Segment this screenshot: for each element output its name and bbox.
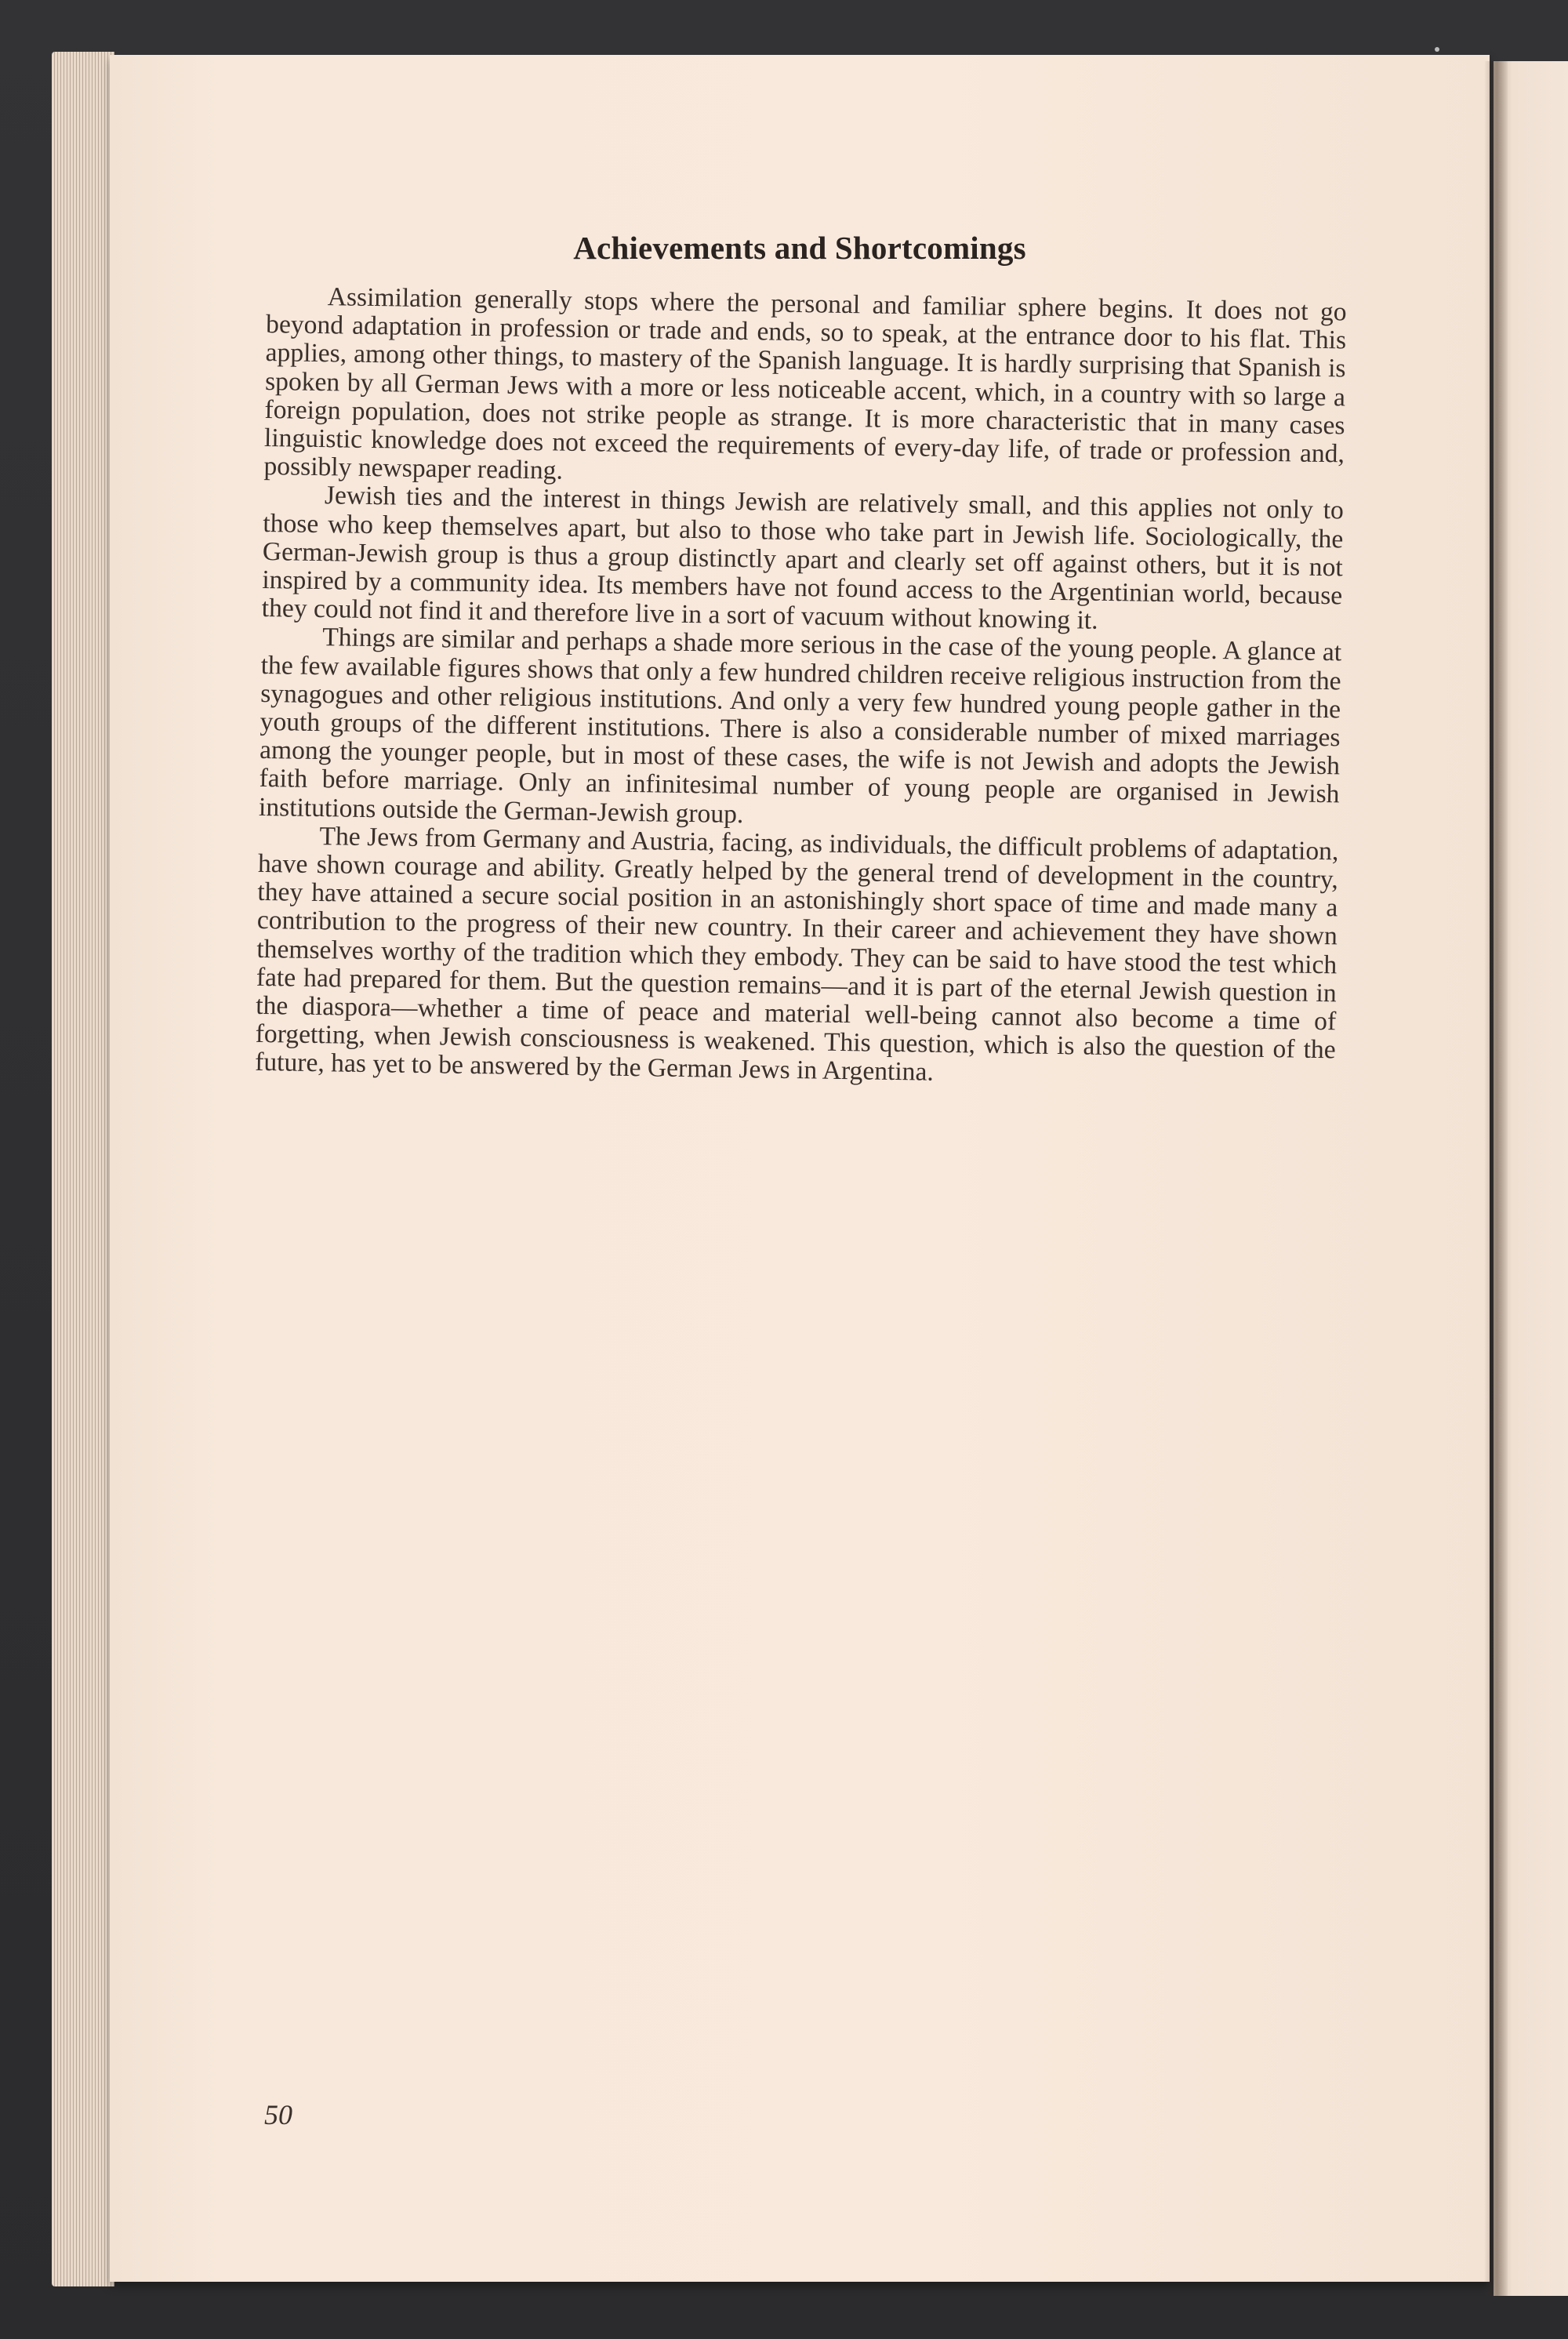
book-page [110, 55, 1490, 2282]
paragraph-1: Assimilation generally stops where the personal and familiar sphere begins. It does not go beyond adaptation in profession or trade and ends, so to speak, at the entrance door to his flat. This applies, among other things, to mastery of the Spanish language. It is hardly surprising that Spanish is spoken by all German Jews with a more or less noticeable accent, which, in a country with so large a foreign population, does not strike people as strange. It is more characteristic that in many cases linguistic knowledge does not exceed the requirements of every-day life, of trade or profession and, possibly newspaper reading. [263, 282, 1347, 485]
book-page-edges [52, 52, 114, 2286]
paragraph-3: Things are similar and perhaps a shade more serious in the case of the young people. A glance at the few available figures shows that only a few hundred children receive religious instruction from the synagogues and other religious institutions. And only a very few hundred young people gather in the youth groups of the different institutions. There is also a considerable number of mixed marriages among the younger people, but in most of these cases, the wife is not Jewish and adopts the Jewish faith before marriage. Only an infinitesimal number of young people are organised in Jewish institutions outside the German-Jewish group. [258, 623, 1342, 829]
gutter-shadow [1484, 61, 1508, 2296]
paragraph-2: Jewish ties and the interest in things Jewish are relatively small, and this applies not only to those who keep themselves apart, but also to those who take part in Jewish life. Sociologically, the German-Jewish group is thus a group distinctly apart and clearly set off against others, but it is not inspired by a community idea. Its members have not found access to the Argentinian world, because they could not find it and therefore live in a sort of vacuum without knowing it. [261, 481, 1345, 636]
article-body [255, 282, 1347, 1093]
paragraph-4: The Jews from Germany and Austria, facing, as individuals, the difficult problems of adaptation, have shown courage and ability. Greatly helped by the general trend of development in the country, they have attained a secure social position in an astonishingly short space of time and made many a contribution to the progress of their new country. In their career and achievement they have shown themselves worthy of the tradition which they embody. They can be said to have stood the test which fate had prepared for them. But the question remains—and it is part of the eternal Jewish question in the diaspora—whether a time of peace and material well-being cannot also become a time of forgetting, when Jewish consciousness is weakened. This question, which is also the question of the future, has yet to be answered by the German Jews in Argentina. [254, 821, 1339, 1088]
page-number: 50 [264, 2099, 292, 2130]
scan-speck [1435, 47, 1439, 52]
page-title: Achievements and Shortcomings [573, 230, 1026, 266]
